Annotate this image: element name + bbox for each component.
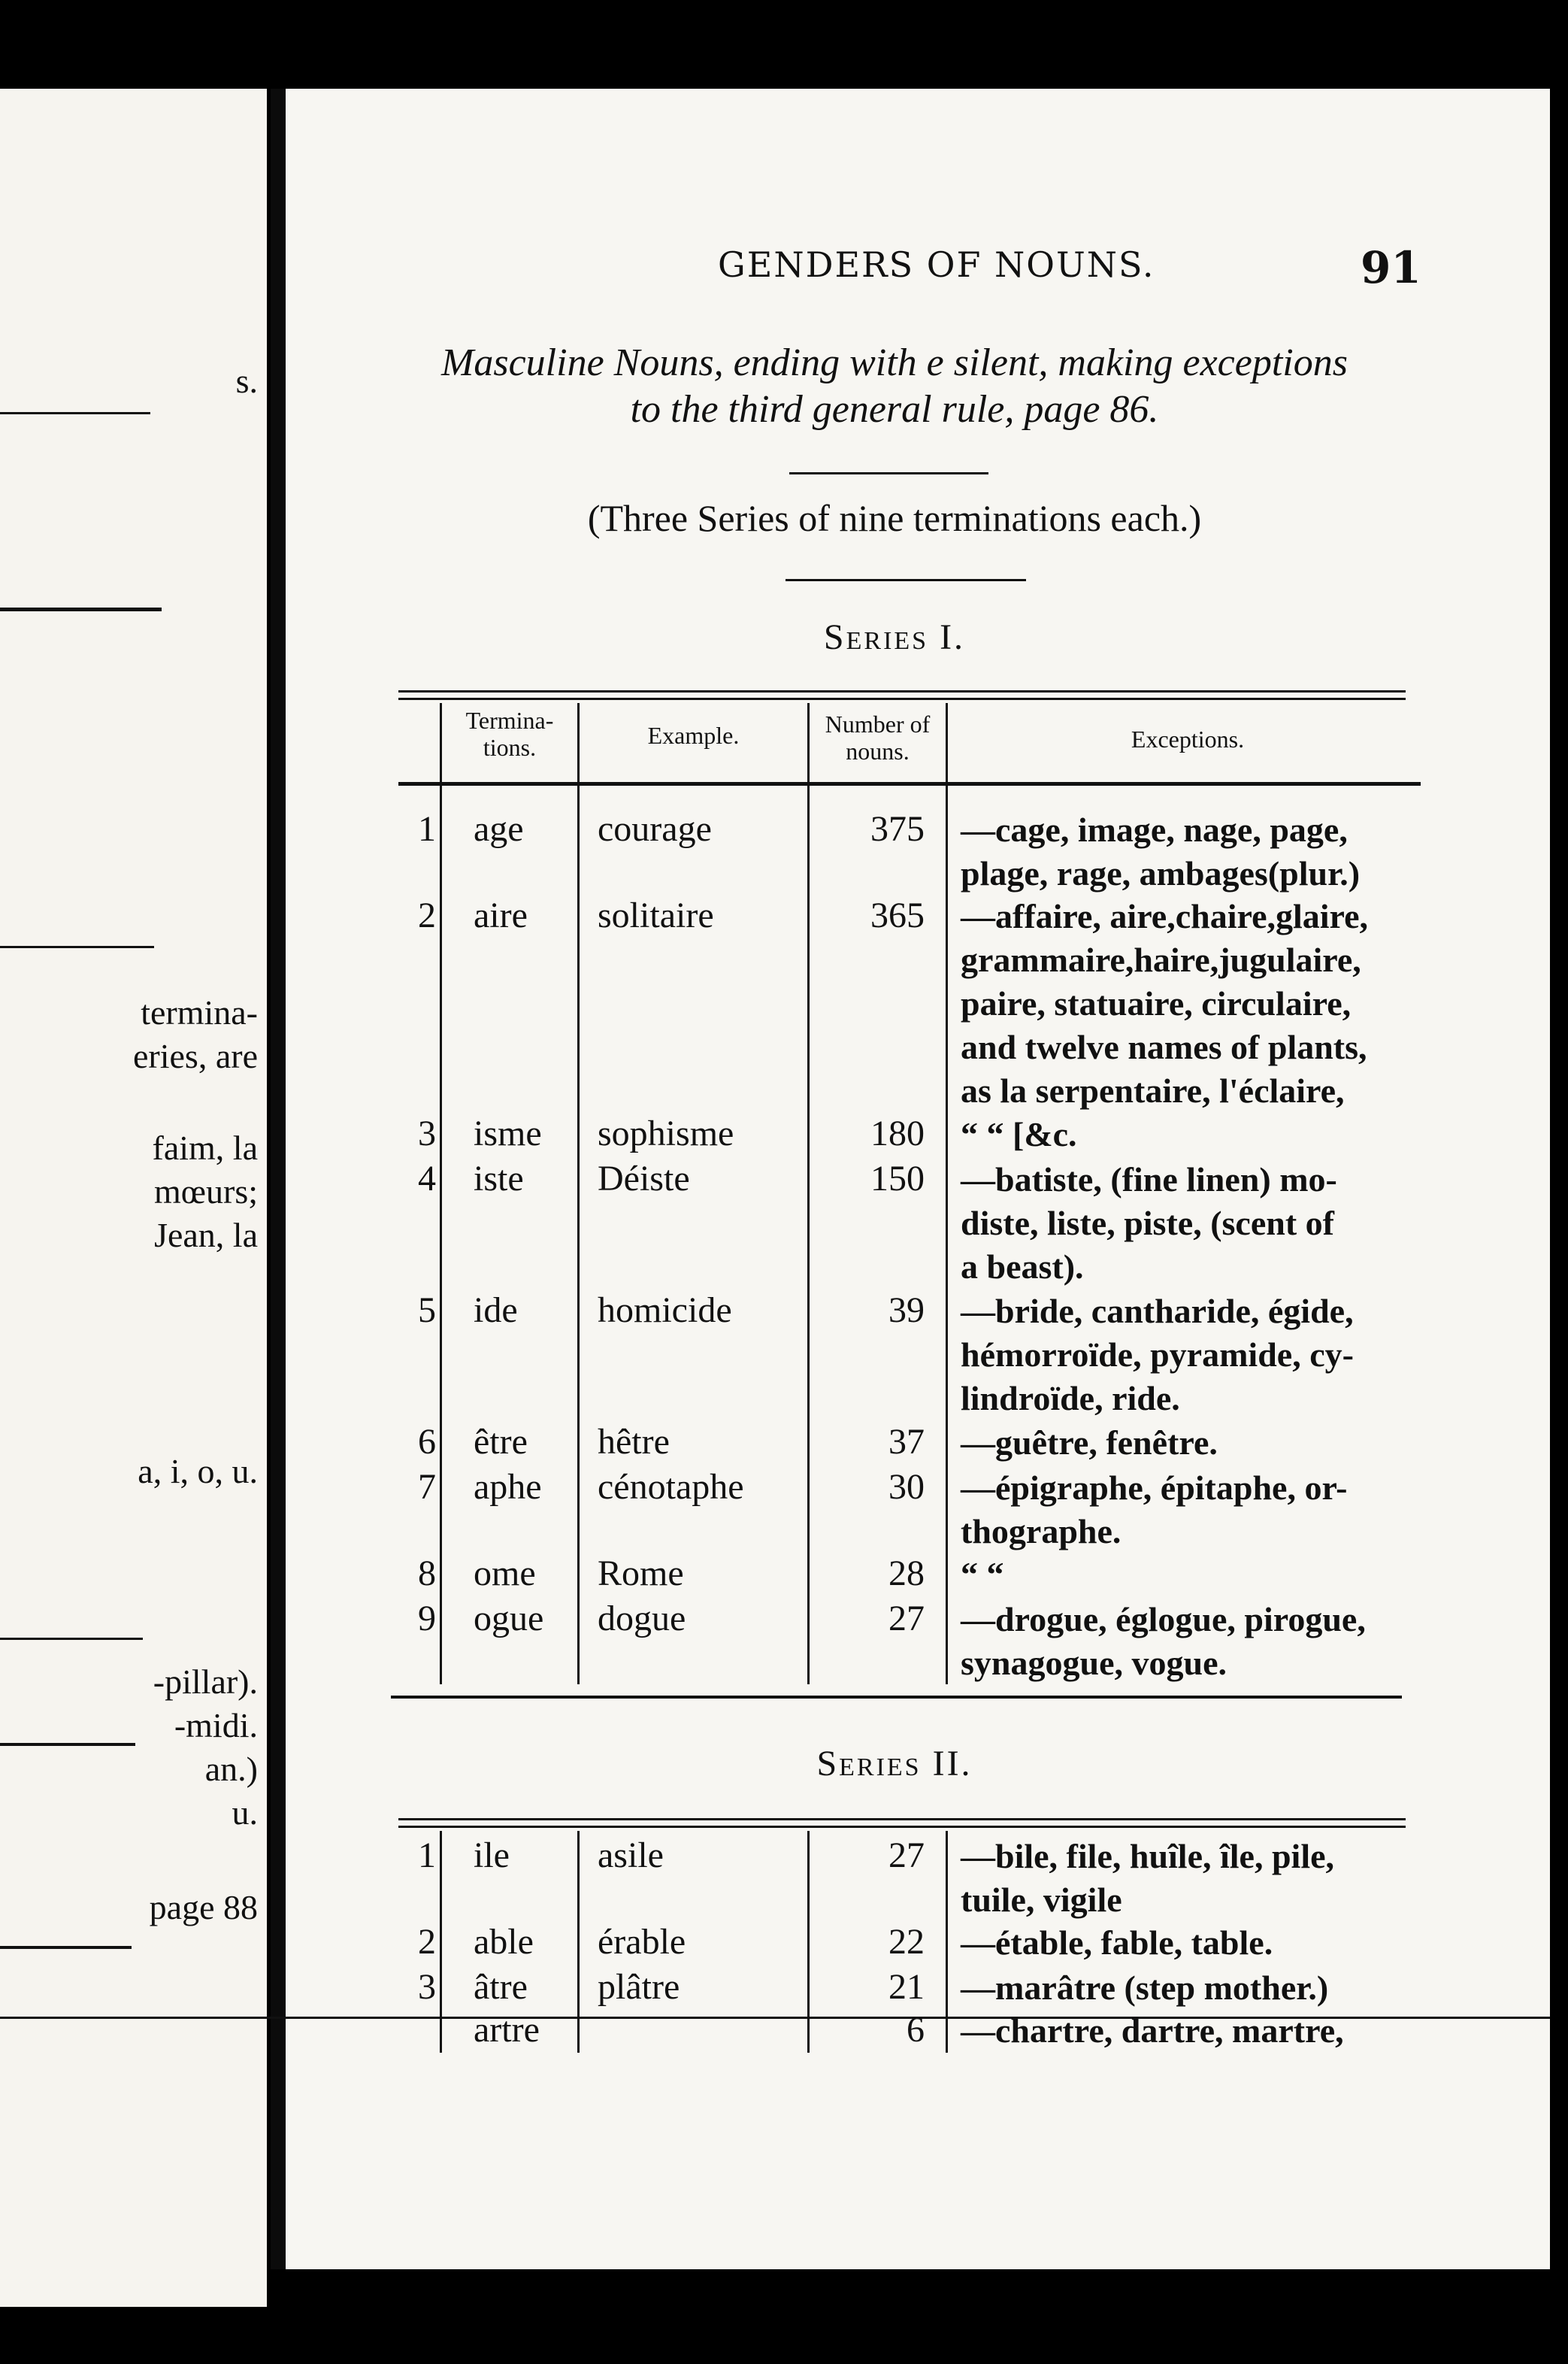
series1-example: Rome xyxy=(598,1553,684,1593)
series2-exceptions xyxy=(961,2009,1427,2053)
series1-exceptions xyxy=(961,1466,1427,1553)
series1-example: sophisme xyxy=(598,1114,734,1153)
series1-termination: ome xyxy=(474,1553,536,1593)
series1-termination: ogue xyxy=(474,1599,544,1638)
series-note: (Three Series of nine terminations each.) xyxy=(587,497,1202,539)
table-top-rule xyxy=(398,1818,1406,1820)
column-header-termination: Termina-tions. xyxy=(465,707,554,761)
series1-noun-count: 365 xyxy=(870,896,925,935)
series1-exceptions xyxy=(961,1598,1427,1685)
series2-exceptions xyxy=(961,1921,1427,1965)
series-2-heading: Series II. xyxy=(816,1744,973,1784)
exception-line: —affaire, aire,chaire,glaire, xyxy=(961,897,1369,935)
series1-example: hêtre xyxy=(598,1422,670,1462)
series2-termination: ile xyxy=(474,1835,510,1875)
series1-exceptions xyxy=(961,1113,1427,1156)
series1-example: solitaire xyxy=(598,896,714,935)
column-header-example: Example. xyxy=(647,722,740,749)
series2-noun-count: 6 xyxy=(907,2010,925,2050)
running-header: GENDERS OF NOUNS. xyxy=(718,244,1155,285)
series1-termination: aphe xyxy=(474,1467,542,1507)
series1-noun-count: 37 xyxy=(888,1422,925,1462)
exception-line: paire, statuaire, circulaire, xyxy=(961,984,1352,1023)
left-rule xyxy=(0,946,154,948)
series2-noun-count: 27 xyxy=(888,1835,925,1875)
series2-noun-count: 22 xyxy=(888,1922,925,1962)
series2-example: plâtre xyxy=(598,1967,680,2007)
exception-line: hémorroïde, pyramide, cy- xyxy=(961,1335,1354,1374)
exception-line: —épigraphe, épitaphe, or- xyxy=(961,1468,1348,1507)
column-divider xyxy=(577,1831,580,2053)
series1-example: Déiste xyxy=(598,1159,690,1199)
left-rule xyxy=(0,1638,143,1640)
exception-line: grammaire,haire,jugulaire, xyxy=(961,941,1361,979)
series2-row-number: 1 xyxy=(418,1835,436,1875)
exception-line: plage, rage, ambages(plur.) xyxy=(961,854,1361,893)
exception-line: a beast). xyxy=(961,1247,1084,1286)
left-rule xyxy=(0,1946,132,1949)
column-header-exceptions: Exceptions. xyxy=(1131,726,1245,753)
series1-row-number: 3 xyxy=(418,1114,436,1153)
left-page-line: termina- xyxy=(141,993,258,1032)
exception-line: as la serpentaire, l'éclaire, xyxy=(961,1071,1345,1110)
left-rule xyxy=(0,412,150,414)
exception-line: —guêtre, fenêtre. xyxy=(961,1423,1218,1462)
series1-example: cénotaphe xyxy=(598,1467,744,1507)
divider xyxy=(786,579,1026,581)
column-divider xyxy=(946,703,948,1684)
exception-line: “ “ xyxy=(961,1555,1004,1593)
series1-row-number: 4 xyxy=(418,1159,436,1199)
series1-row-number: 5 xyxy=(418,1290,436,1330)
left-page-line: an.) xyxy=(204,1750,258,1788)
subtitle-line-2: to the third general rule, page 86. xyxy=(630,388,1159,431)
table-header-rule xyxy=(398,782,1421,786)
left-page-line: faim, la xyxy=(152,1129,258,1167)
series1-termination: ide xyxy=(474,1290,518,1330)
series1-exceptions xyxy=(961,1290,1427,1420)
series1-example: dogue xyxy=(598,1599,686,1638)
series-1-heading: Series I. xyxy=(823,617,966,657)
exception-line: —cage, image, nage, page, xyxy=(961,811,1348,849)
series1-example: homicide xyxy=(598,1290,732,1330)
exception-line: thographe. xyxy=(961,1512,1122,1550)
series1-row-number: 9 xyxy=(418,1599,436,1638)
left-page-line: Jean, la xyxy=(154,1216,258,1254)
series1-exceptions xyxy=(961,895,1427,1113)
column-header-number: Number of nouns. xyxy=(825,711,931,765)
series1-row-number: 7 xyxy=(418,1467,436,1507)
series1-row-number: 2 xyxy=(418,896,436,935)
left-page-line: eries, are xyxy=(133,1037,258,1075)
exception-line: and twelve names of plants, xyxy=(961,1028,1367,1066)
left-page-line: -pillar). xyxy=(153,1662,258,1701)
series2-exceptions xyxy=(961,1835,1427,1922)
page-number: 91 xyxy=(1361,242,1421,293)
series1-row-number: 1 xyxy=(418,809,436,849)
table-top-rule xyxy=(398,690,1406,693)
series1-exceptions xyxy=(961,808,1427,896)
left-page-line: -midi. xyxy=(174,1706,258,1744)
left-rule xyxy=(0,608,162,611)
series1-noun-count: 180 xyxy=(870,1114,925,1153)
column-divider xyxy=(577,703,580,1684)
left-page-fragment xyxy=(0,89,267,2307)
exception-line: —bride, cantharide, égide, xyxy=(961,1292,1354,1330)
left-page-line: s. xyxy=(235,362,258,400)
exception-line: —étable, fable, table. xyxy=(961,1923,1273,1962)
exception-line: diste, liste, piste, (scent of xyxy=(961,1204,1334,1242)
left-page-line: page 88 xyxy=(149,1888,258,1926)
series1-termination: aire xyxy=(474,896,528,935)
series1-noun-count: 39 xyxy=(888,1290,925,1330)
exception-line: —batiste, (fine linen) mo- xyxy=(961,1160,1337,1199)
subtitle-line-1: Masculine Nouns, ending with e silent, making exceptions xyxy=(441,341,1348,384)
exception-line: —chartre, dartre, martre, xyxy=(961,2011,1344,2050)
series2-termination: able xyxy=(474,1922,534,1962)
exception-line: synagogue, vogue. xyxy=(961,1644,1227,1682)
table-top-rule xyxy=(398,1826,1406,1828)
column-divider xyxy=(440,1831,442,2053)
left-page-line: a, i, o, u. xyxy=(138,1452,258,1490)
column-divider xyxy=(807,703,810,1684)
series1-example: courage xyxy=(598,809,712,849)
left-rule xyxy=(0,1743,135,1746)
exception-line: —drogue, églogue, pirogue, xyxy=(961,1600,1366,1638)
series1-exceptions xyxy=(961,1158,1427,1289)
table-bottom-rule xyxy=(391,1696,1402,1699)
series1-termination: être xyxy=(474,1422,528,1462)
column-divider xyxy=(946,1831,948,2053)
series1-exceptions xyxy=(961,1553,1427,1596)
exception-line: —marâtre (step mother.) xyxy=(961,1968,1329,2007)
exception-line: —bile, file, huîle, île, pile, xyxy=(961,1837,1335,1875)
exception-line: “ “ [&c. xyxy=(961,1115,1077,1153)
series2-row-number: 3 xyxy=(418,1967,436,2007)
series1-noun-count: 28 xyxy=(888,1553,925,1593)
series2-noun-count: 21 xyxy=(888,1967,925,2007)
series2-row-number: 2 xyxy=(418,1922,436,1962)
series2-exceptions xyxy=(961,1966,1427,2010)
left-page-line: u. xyxy=(232,1793,258,1832)
table-top-rule xyxy=(398,698,1406,700)
column-divider xyxy=(440,703,442,1684)
series1-row-number: 8 xyxy=(418,1553,436,1593)
series1-termination: age xyxy=(474,809,524,849)
exception-line: lindroïde, ride. xyxy=(961,1379,1180,1417)
series1-termination: iste xyxy=(474,1159,524,1199)
column-divider xyxy=(807,1831,810,2053)
series1-noun-count: 27 xyxy=(888,1599,925,1638)
series1-noun-count: 30 xyxy=(888,1467,925,1507)
series1-noun-count: 375 xyxy=(870,809,925,849)
book-gutter xyxy=(271,89,287,2269)
series1-noun-count: 150 xyxy=(870,1159,925,1199)
series2-example: érable xyxy=(598,1922,686,1962)
left-page-line: mœurs; xyxy=(154,1172,258,1211)
series1-row-number: 6 xyxy=(418,1422,436,1462)
series1-termination: isme xyxy=(474,1114,542,1153)
series1-exceptions xyxy=(961,1421,1427,1465)
divider xyxy=(789,472,988,474)
series2-termination: âtre xyxy=(474,1967,528,2007)
series2-termination: artre xyxy=(474,2010,540,2050)
exception-line: tuile, vigile xyxy=(961,1881,1122,1919)
series2-example: asile xyxy=(598,1835,664,1875)
